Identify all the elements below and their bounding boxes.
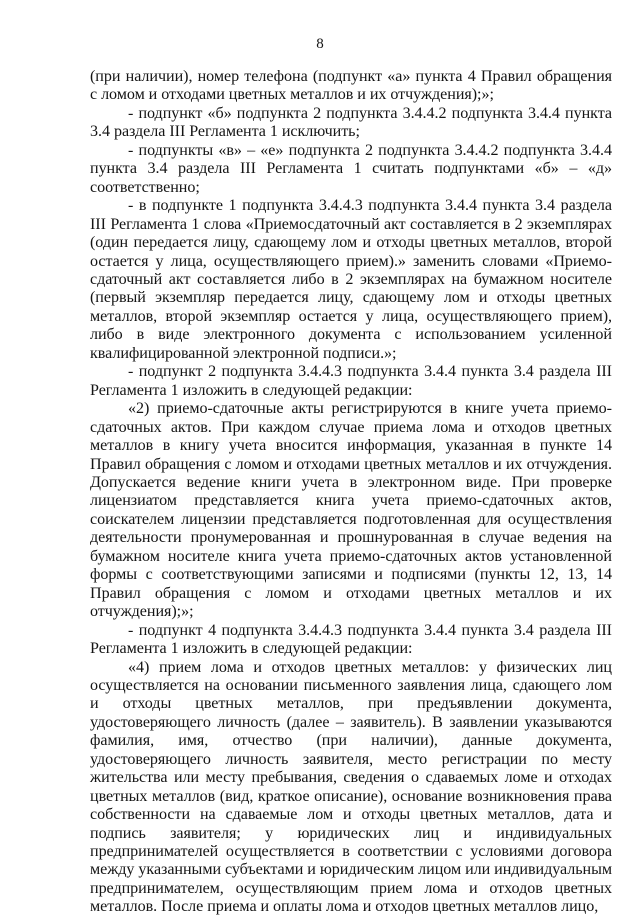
paragraph-amend-subitem-4: - подпункт 4 подпункта 3.4.4.3 подпункта 3.4.4 пункта 3.4 раздела III Регламента 1 изложить в следующей редакции:: [90, 621, 612, 658]
paragraph-continuation: (при наличии), номер телефона (подпункт «а» пункта 4 Правил обращения с ломом и отходами цветных металлов и их отчуждения);»;: [90, 68, 612, 104]
paragraph-renumber-subitems: - подпункты «в» – «е» подпункта 2 подпункта 3.4.4.2 подпункта 3.4.4 пункта 3.4 раздела III Регламента 1 считать подпунктами «б» – «д» соответственно;: [90, 141, 612, 196]
document-body: [90, 68, 612, 917]
paragraph-replace-act-wording: - в подпункте 1 подпункта 3.4.4.3 подпункта 3.4.4 пункта 3.4 раздела III Регламента 1 слова «Приемосдаточный акт составляется в 2 экземплярах (один передается лицу, сдающему лом и отходы цветных металлов, второй остается у лица, осуществляющего прием).» заменить словами «Приемо-сдаточный акт составляется либо в 2 экземплярах на бумажном носителе (первый экземпляр передается лицу, сдающему лом и отходы цветных металлов, второй экземпляр остается у лица, осуществляющего прием), либо в виде электронного документа с использованием усиленной квалифицированной электронной подписи.»;: [90, 197, 612, 362]
paragraph-new-subitem-4-text: «4) прием лома и отходов цветных металлов: у физических лиц осуществляется на основании письменного заявления лица, сдающего лом и отходы цветных металлов, при предъявлении документа, удостоверяющего личность (далее – заявитель). В заявлении указываются фамилия, имя, отчество (при наличии), данные документа, удостоверяющего личность заявителя, место регистрации по месту жительства или месту пребывания, сведения о сдаваемых ломе и отходах цветных металлов (вид, краткое описание), основание возникновения права собственности на сдаваемые лом и отходы цветных металлов, дата и подпись заявителя; у юридических лиц и индивидуальных предпринимателей осуществляется в соответствии с условиями договора между указанными субъектами и юридическим лицом или индивидуальным предпринимателем, осуществляющим прием лома и отходов цветных металлов. После приема и оплаты лома и отходов цветных металлов лицо,: [90, 658, 612, 916]
page-number: 8: [316, 36, 324, 52]
paragraph-amend-subitem-2: - подпункт 2 подпункта 3.4.4.3 подпункта 3.4.4 пункта 3.4 раздела III Регламента 1 изложить в следующей редакции:: [90, 363, 612, 399]
paragraph-new-subitem-2-text: «2) приемо-сдаточные акты регистрируются в книге учета приемо-сдаточных актов. При каждом случае приема лома и отходов цветных металлов в книгу учета вносится информация, указанная в пункте 14 Правил обращения с ломом и отходами цветных металлов и их отчуждения. Допускается ведение книги учета в электронном виде. При проверке лицензиатом представляется книга учета приемо-сдаточных актов, соискателем лицензии представляется подготовленная для осуществления деятельности пронумерованная и прошнурованная в случае ведения на бумажном носителе книга учета приемо-сдаточных актов установленной формы с соответствующими записями и подписями (пункты 12, 13, 14 Правил обращения с ломом и отходами цветных металлов и их отчуждения);»;: [90, 400, 612, 621]
paragraph-exclude-subitem-b: - подпункт «б» подпункта 2 подпункта 3.4.4.2 подпункта 3.4.4 пункта 3.4 раздела III Регламента 1 исключить;: [90, 104, 612, 141]
